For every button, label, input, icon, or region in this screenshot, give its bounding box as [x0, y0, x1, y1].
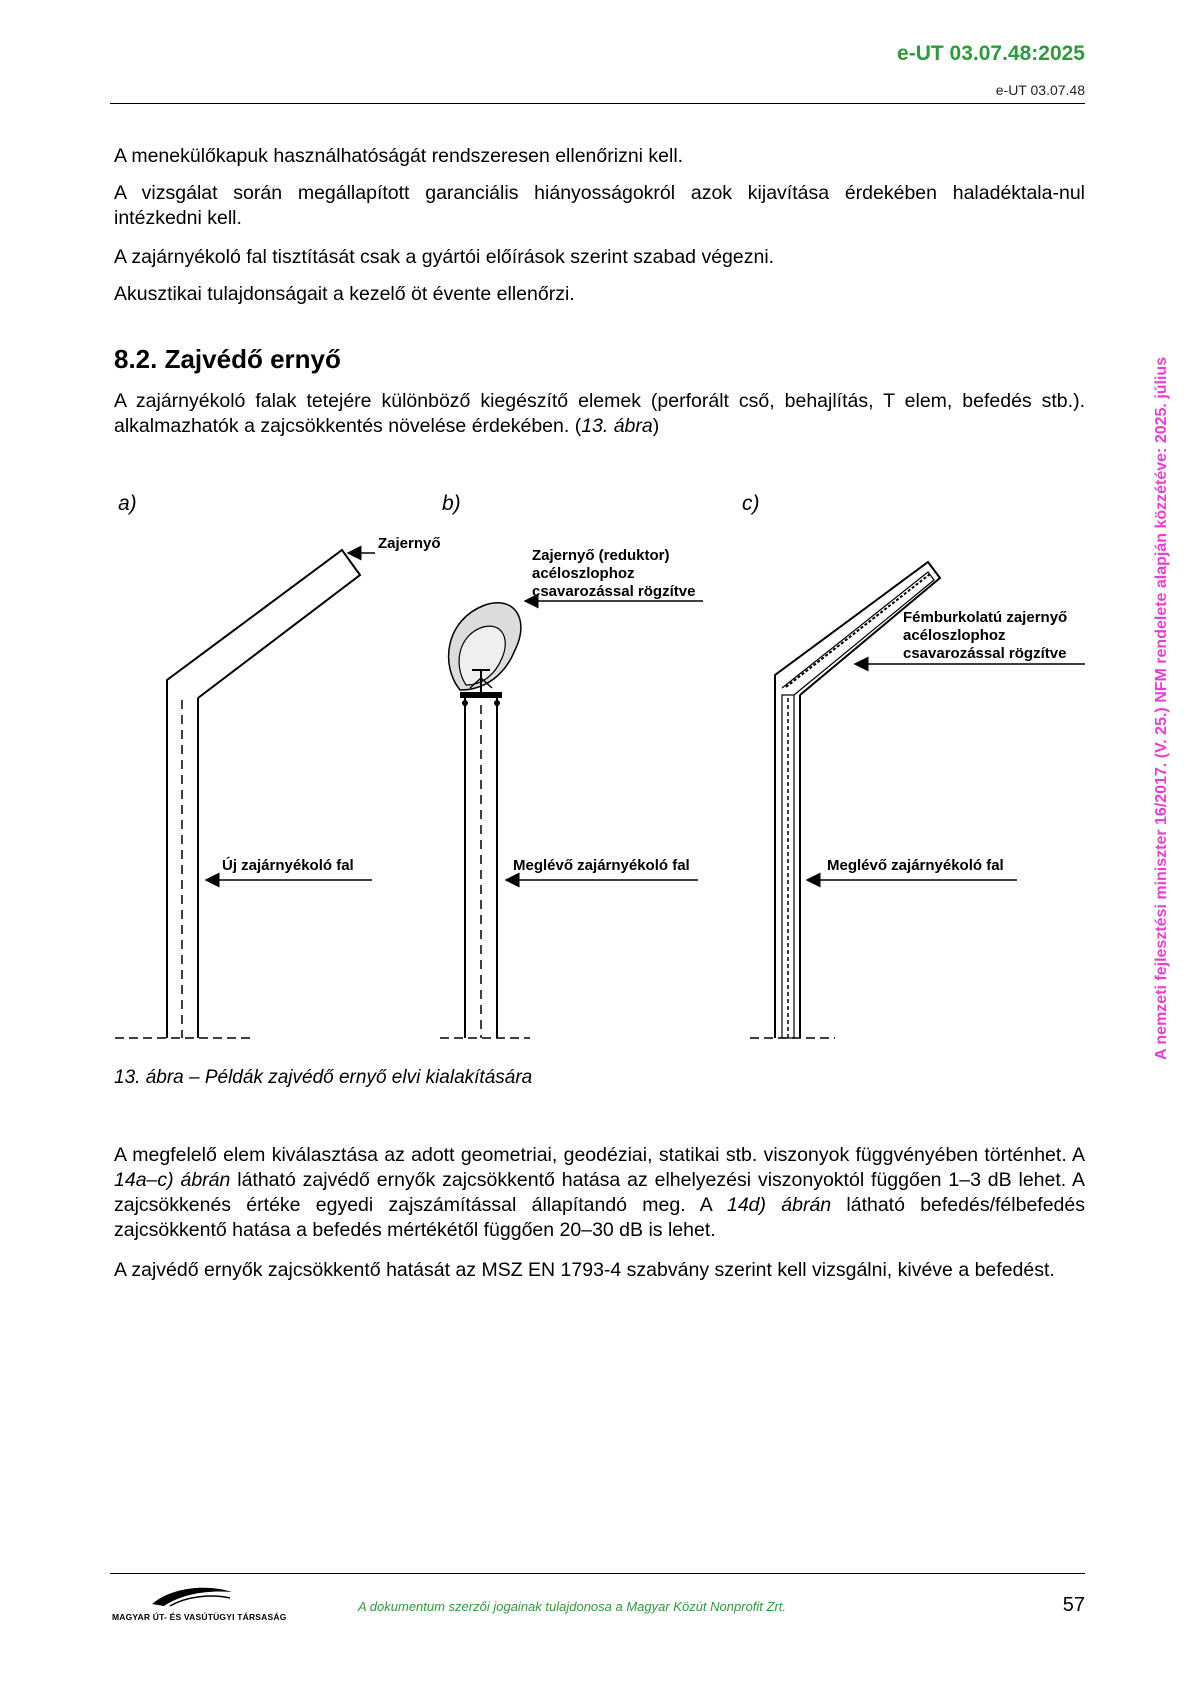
paragraph: A vizsgálat során megállapított garanciális hiányosságokról azok kijavítása érdekében haladéktala-nul intézkedni kell.	[114, 182, 1085, 229]
paragraph: A menekülőkapuk használhatóságát rendszeresen ellenőrizni kell.	[114, 145, 684, 167]
figure-reference: 14a–c) ábrán	[114, 1169, 231, 1191]
panel-c-label: c)	[742, 492, 760, 515]
page-number: 57	[1062, 1594, 1085, 1616]
panel-b-top-label-1: Zajernyő (reduktor)	[532, 547, 670, 564]
figure-noise-screen	[110, 490, 1068, 1050]
panel-a-wall-label: Új zajárnyékoló fal	[222, 857, 354, 874]
society-logo	[112, 1582, 287, 1622]
paragraph: Akusztikai tulajdonságait a kezelő öt évente ellenőrzi.	[114, 283, 575, 305]
figure-caption: 13. ábra – Példák zajvédő ernyő elvi kialakítására	[114, 1067, 533, 1088]
paragraph: A zajárnyékoló falak tetejére különböző kiegészítő elemek (perforált cső, behajlítás, T elem, befedés stb.). alkalmazhatók a zajcsökkentés növelése érdekében. (13. ábra)	[114, 390, 1085, 437]
panel-c	[742, 492, 1085, 1038]
paragraph: A zajvédő ernyők zajcsökkentő hatását az MSZ EN 1793-4 szabvány szerint kell vizsgálni, kivéve a befedést.	[114, 1259, 1055, 1281]
section-heading: 8.2. Zajvédő ernyő	[114, 344, 341, 374]
panel-b	[440, 492, 703, 1038]
panel-c-top-label-2: acéloszlophoz	[903, 627, 1006, 644]
footer-rule	[110, 1573, 1085, 1574]
panel-b-top-label-2: acéloszlophoz	[532, 565, 635, 582]
paragraph: A megfelelő elem kiválasztása az adott geometriai, geodéziai, statikai stb. viszonyok függvényében történhet. A 14a–c) ábrán látható zajvédő ernyők zajcsökkentő hatása az elhelyezési viszonyoktól függően 1–3 dB lehet. A zajcsökkenés értéke egyedi zajszámítással állapítandó meg. A 14d) ábrán látható befedés/félbefedés zajcsökkentő hatása a befedés mértékétől függően 20–30 dB is lehet.	[114, 1144, 1085, 1241]
document-code: e-UT 03.07.48:2025	[897, 42, 1085, 65]
panel-b-top-label-3: csavarozással rögzítve	[532, 583, 696, 600]
logo-text: MAGYAR ÚT- ÉS VASÚTÜGYI TÁRSASÁG	[112, 1612, 287, 1622]
copyright-note: A dokumentum szerzői jogainak tulajdonosa a Magyar Közút Nonprofit Zrt.	[358, 1599, 787, 1614]
figure-reference: 13. ábra	[581, 415, 653, 437]
logo-swoosh-icon	[112, 1582, 272, 1612]
side-publication-note: A nemzeti fejlesztési miniszter 16/2017. (V. 25.) NFM rendelete alapján közzétéve: 2025. július	[1153, 356, 1170, 1060]
panel-a-top-label: Zajernyő	[378, 535, 441, 552]
panel-a	[115, 492, 441, 1038]
panel-b-wall-label: Meglévő zajárnyékoló fal	[513, 857, 690, 874]
panel-b-label: b)	[442, 492, 461, 515]
document-code-small: e-UT 03.07.48	[995, 82, 1085, 98]
paragraph: A zajárnyékoló fal tisztítását csak a gyártói előírások szerint szabad végezni.	[114, 246, 775, 268]
panel-c-wall-label: Meglévő zajárnyékoló fal	[827, 857, 1004, 874]
header-rule	[110, 103, 1085, 104]
panel-c-top-label-1: Fémburkolatú zajernyő	[903, 609, 1068, 626]
figure-reference: 14d) ábrán	[726, 1194, 832, 1216]
panel-a-label: a)	[118, 492, 137, 515]
panel-c-top-label-3: csavarozással rögzítve	[903, 645, 1067, 662]
